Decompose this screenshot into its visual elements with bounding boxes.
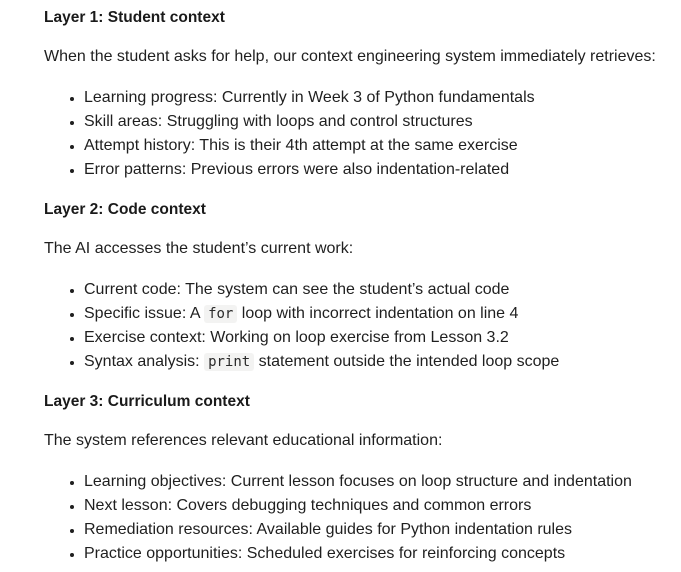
layer3-list-block — [44, 470, 671, 566]
item-text: Syntax analysis: — [84, 353, 205, 370]
layer3-intro: The system references relevant educational information: — [44, 432, 443, 449]
layer3-list — [44, 470, 671, 566]
list-item — [84, 302, 671, 326]
inline-code: for — [204, 305, 237, 323]
item-text: Specific issue: A — [84, 305, 205, 322]
list-item: Next lesson: Covers debugging techniques and common errors — [84, 494, 671, 518]
list-item: Exercise context: Working on loop exercise from Lesson 3.2 — [84, 326, 671, 350]
list-item: Skill areas: Struggling with loops and control structures — [84, 110, 671, 134]
item-text: statement outside the intended loop scope — [254, 353, 560, 370]
layer3-heading-block — [44, 391, 671, 413]
list-item: Current code: The system can see the student’s actual code — [84, 278, 671, 302]
layer2-list-block — [44, 278, 671, 374]
layer1-heading: Layer 1: Student context — [44, 9, 225, 26]
layer2-heading: Layer 2: Code context — [44, 201, 206, 218]
layer1-intro: When the student asks for help, our context engineering system immediately retrieves: — [44, 48, 656, 65]
layer3-intro-block — [44, 430, 671, 452]
layer1-list-block — [44, 86, 671, 182]
layer2-intro-block — [44, 238, 671, 260]
inline-code: print — [204, 353, 254, 371]
layer2-heading-block — [44, 199, 671, 221]
list-item: Practice opportunities: Scheduled exercises for reinforcing concepts — [84, 542, 671, 566]
list-item: Remediation resources: Available guides for Python indentation rules — [84, 518, 671, 542]
layer3-heading: Layer 3: Curriculum context — [44, 393, 250, 410]
list-item: Learning objectives: Current lesson focuses on loop structure and indentation — [84, 470, 671, 494]
layer1-intro-block — [44, 46, 671, 68]
list-item: Learning progress: Currently in Week 3 of Python fundamentals — [84, 86, 671, 110]
list-item — [84, 350, 671, 374]
list-item: Error patterns: Previous errors were also indentation-related — [84, 158, 671, 182]
layer1-heading-block — [44, 7, 671, 29]
list-item: Attempt history: This is their 4th attempt at the same exercise — [84, 134, 671, 158]
layer2-list — [44, 278, 671, 374]
layer2-intro: The AI accesses the student’s current work: — [44, 240, 354, 257]
item-text: loop with incorrect indentation on line 4 — [237, 305, 519, 322]
layer1-list — [44, 86, 671, 182]
